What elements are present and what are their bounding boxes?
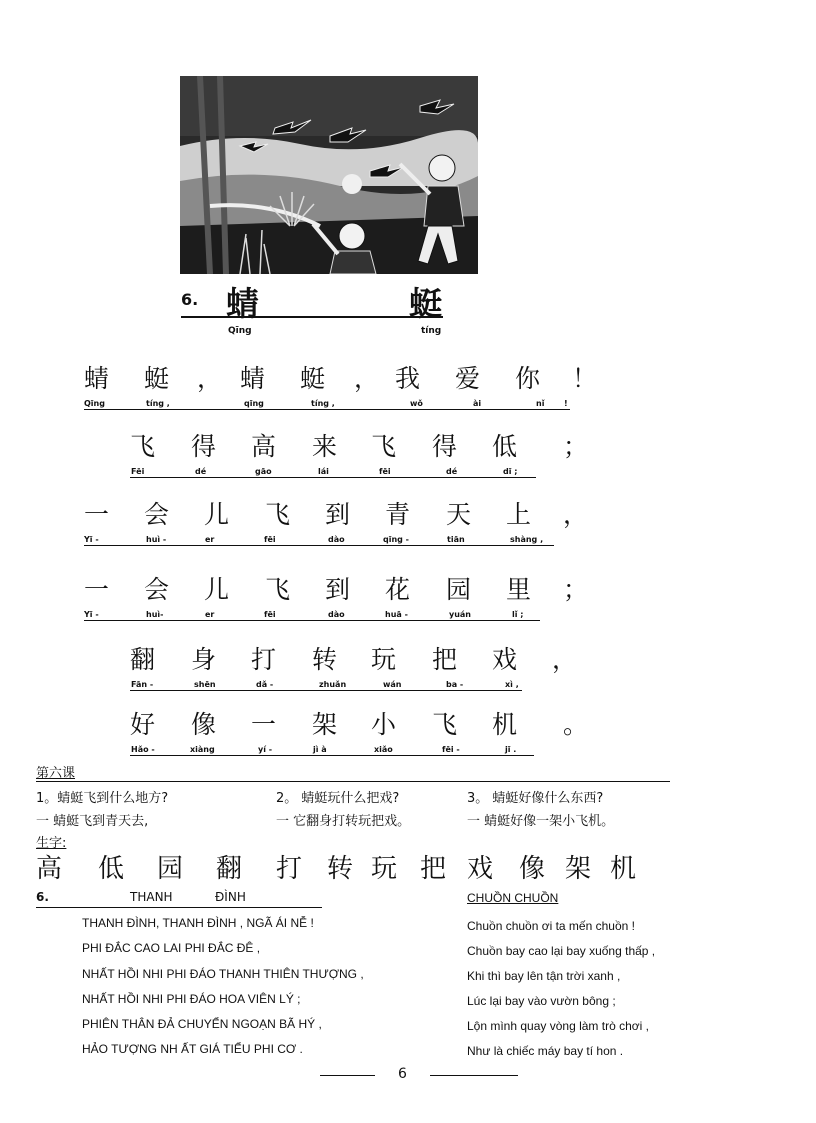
poem-char: 翻 [130, 645, 156, 674]
poem-char: 架 [312, 710, 338, 739]
poem-char: 你 [515, 364, 541, 393]
poem-char: 花 [385, 575, 411, 604]
vocab-char: 戏 [467, 854, 494, 884]
vocab-char: 低 [98, 854, 125, 884]
answer-2: 一 它翻身打转玩把戏。 [276, 814, 411, 829]
vn-right-title: CHUỒN CHUỒN [467, 891, 559, 905]
title-underline [181, 316, 443, 318]
poem-pinyin: shàng , [510, 535, 544, 544]
poem-pinyin: wǒ [410, 399, 423, 408]
poem-char: 把 [432, 645, 458, 674]
poem-pinyin: yuán [449, 610, 472, 619]
poem-line-4 [0, 575, 816, 635]
poem-pinyin: shēn [194, 680, 216, 689]
poem-char: 得 [191, 432, 217, 461]
poem-line-3 [0, 500, 816, 560]
poem-pinyin: Hǎo - [131, 745, 155, 754]
vn-title-2: ĐÌNH [215, 890, 246, 904]
poem-pinyin: qīng [244, 399, 264, 408]
poem-char: 天 [446, 500, 472, 529]
title-char-1: 蜻 [226, 284, 259, 323]
poem-line-1 [0, 364, 816, 424]
poem-char: 会 [144, 575, 170, 604]
poem-pinyin: er [205, 535, 215, 544]
poem-char: ； [563, 575, 589, 604]
poem-pinyin: dé [446, 467, 458, 476]
poem-pinyin: huì- [146, 610, 164, 619]
poem-char: 戏 [492, 645, 518, 674]
poem-pinyin: fēi [379, 467, 391, 476]
vocab-char: 机 [610, 854, 637, 884]
pinyin-underline [130, 690, 522, 691]
poem-pinyin: gāo [255, 467, 272, 476]
vn-line: NHẤT HỒI NHI PHI ĐÁO THANH THIÊN THƯỢNG , [82, 967, 364, 981]
poem-pinyin: er [205, 610, 215, 619]
title-pinyin-1: Qīng [228, 326, 252, 336]
poem-pinyin: Qīng [84, 399, 105, 408]
poem-char: ； [563, 432, 589, 461]
pinyin-underline [130, 755, 534, 756]
poem-char: 到 [325, 500, 351, 529]
poem-char: ， [354, 364, 380, 393]
poem-pinyin: dào [328, 535, 345, 544]
poem-pinyin: Yī - [84, 535, 99, 544]
poem-char: 。 [563, 710, 589, 739]
poem-pinyin: tíng , [311, 399, 335, 408]
vocab-char: 打 [276, 854, 303, 884]
poem-char: 转 [312, 645, 338, 674]
vocab-char: 架 [565, 854, 592, 884]
dragonfly-illustration [180, 76, 478, 274]
poem-pinyin: dī ; [503, 467, 518, 476]
answer-1: 一 蜻蜓飞到青天去, [36, 814, 149, 829]
vn-line: THANH ĐÌNH, THANH ĐÌNH , NGÃ ÁI NỄ ! [82, 916, 314, 930]
page-number: 6 [398, 1066, 407, 1082]
poem-pinyin: xiàng [190, 745, 215, 754]
vn-right-line: Lộn mình quay vòng làm trò chơi , [467, 1019, 649, 1033]
poem-char: 身 [191, 645, 217, 674]
poem-pinyin: ! [564, 399, 568, 408]
poem-char: 飞 [432, 710, 458, 739]
poem-pinyin: dé [195, 467, 207, 476]
vocab-label: 生字: [36, 836, 67, 851]
lesson-divider [36, 781, 670, 782]
page-number-dash-left [320, 1075, 375, 1076]
vn-right-line: Lúc lại bay vào vườn bông ; [467, 994, 616, 1008]
poem-char: 飞 [130, 432, 156, 461]
poem-pinyin: wán [383, 680, 402, 689]
poem-char: ！ [572, 364, 598, 393]
poem-char: 得 [432, 432, 458, 461]
poem-pinyin: Fēi [131, 467, 145, 476]
vn-right-line: Chuồn bay cao lại bay xuống thấp , [467, 944, 656, 958]
vn-right-line: Khi thì bay lên tận trời xanh , [467, 969, 621, 983]
poem-char: 蜻 [240, 364, 266, 393]
poem-char: 来 [312, 432, 338, 461]
poem-char: 像 [191, 710, 217, 739]
poem-pinyin: fēi [264, 610, 276, 619]
poem-pinyin: xì , [505, 680, 519, 689]
poem-char: 园 [446, 575, 472, 604]
poem-pinyin: jī . [505, 745, 517, 754]
poem-char: 低 [492, 432, 518, 461]
vocab-char: 像 [519, 854, 546, 884]
poem-char: ， [197, 364, 223, 393]
poem-line-2 [0, 432, 816, 492]
title-char-2: 蜓 [409, 284, 442, 323]
page-number-dash-right [430, 1075, 518, 1076]
poem-pinyin: yí - [258, 745, 273, 754]
vn-line: PHI ĐẮC CAO LAI PHI ĐẮC ĐÊ , [82, 941, 261, 955]
title-pinyin-2: tíng [421, 326, 442, 336]
poem-pinyin: tiān [447, 535, 465, 544]
vn-line: HẢO TƯỢNG NH ẤT GIÁ TIỂU PHI CƠ . [82, 1042, 303, 1056]
poem-pinyin: dǎ - [256, 680, 274, 689]
poem-char: 我 [395, 364, 421, 393]
poem-char: 蜓 [300, 364, 326, 393]
question-2: 2。 蜻蜓玩什么把戏? [276, 791, 400, 806]
poem-char: 打 [251, 645, 277, 674]
vn-right-line: Như là chiếc máy bay tí hon . [467, 1044, 624, 1058]
poem-char: 儿 [204, 575, 230, 604]
poem-pinyin: huì - [146, 535, 167, 544]
vn-right-line: Chuồn chuồn ơi ta mến chuồn ! [467, 919, 635, 933]
poem-char: ， [552, 645, 578, 674]
poem-pinyin: fēi - [442, 745, 460, 754]
poem-char: 青 [385, 500, 411, 529]
poem-line-6 [0, 710, 816, 770]
vn-title-underline [36, 907, 322, 908]
poem-pinyin: jì à [313, 745, 327, 754]
pinyin-underline [84, 409, 570, 410]
vocab-char: 把 [420, 854, 447, 884]
vocab-char: 高 [36, 854, 63, 884]
poem-pinyin: lái [318, 467, 329, 476]
poem-char: 一 [251, 710, 277, 739]
poem-char: 好 [130, 710, 156, 739]
poem-pinyin: Yī - [84, 610, 99, 619]
poem-pinyin: qīng - [383, 535, 409, 544]
poem-char: 蜓 [144, 364, 170, 393]
poem-char: 爱 [455, 364, 481, 393]
vocab-char: 园 [157, 854, 184, 884]
vn-line: PHIÊN THÂN ĐẢ CHUYỂN NGOẠN BÃ HÝ , [82, 1017, 322, 1031]
poem-char: 一 [84, 575, 110, 604]
poem-pinyin: xiǎo [374, 745, 393, 754]
poem-pinyin: fēi [264, 535, 276, 544]
poem-pinyin: dào [328, 610, 345, 619]
answer-3: 一 蜻蜓好像一架小飞机。 [467, 814, 615, 829]
poem-pinyin: tíng , [146, 399, 170, 408]
pinyin-underline [84, 545, 554, 546]
poem-char: 飞 [265, 575, 291, 604]
poem-char: 玩 [371, 645, 397, 674]
vn-title-1: THANH [130, 890, 173, 904]
poem-char: 儿 [204, 500, 230, 529]
vn-line: NHẤT HỒI NHI PHI ĐÁO HOA VIÊN LÝ ; [82, 992, 301, 1006]
lesson-label: 第六课 [36, 766, 76, 781]
question-3: 3。 蜻蜓好像什么东西? [467, 791, 604, 806]
lesson-number: 6. [181, 290, 199, 309]
pinyin-underline [130, 477, 536, 478]
poem-char: 会 [144, 500, 170, 529]
poem-pinyin: nǐ [536, 399, 545, 408]
poem-char: 小 [371, 710, 397, 739]
poem-char: 到 [325, 575, 351, 604]
poem-pinyin: huā - [385, 610, 408, 619]
vocab-char: 翻 [216, 854, 243, 884]
poem-pinyin: ba - [446, 680, 464, 689]
vocab-char: 玩 [371, 854, 398, 884]
poem-char: 飞 [265, 500, 291, 529]
poem-pinyin: lǐ ; [512, 610, 524, 619]
poem-line-5 [0, 645, 816, 705]
poem-char: 飞 [371, 432, 397, 461]
poem-char: ， [563, 500, 589, 529]
vocab-char: 转 [327, 854, 354, 884]
poem-pinyin: ài [473, 399, 482, 408]
poem-pinyin: zhuǎn [319, 680, 347, 689]
poem-char: 里 [506, 575, 532, 604]
poem-char: 上 [506, 500, 532, 529]
question-1: 1。蜻蜓飞到什么地方? [36, 791, 169, 806]
vn-number: 6. [36, 890, 49, 904]
poem-pinyin: Fān - [131, 680, 154, 689]
poem-char: 高 [251, 432, 277, 461]
pinyin-underline [84, 620, 540, 621]
poem-char: 机 [492, 710, 518, 739]
poem-char: 蜻 [84, 364, 110, 393]
poem-char: 一 [84, 500, 110, 529]
